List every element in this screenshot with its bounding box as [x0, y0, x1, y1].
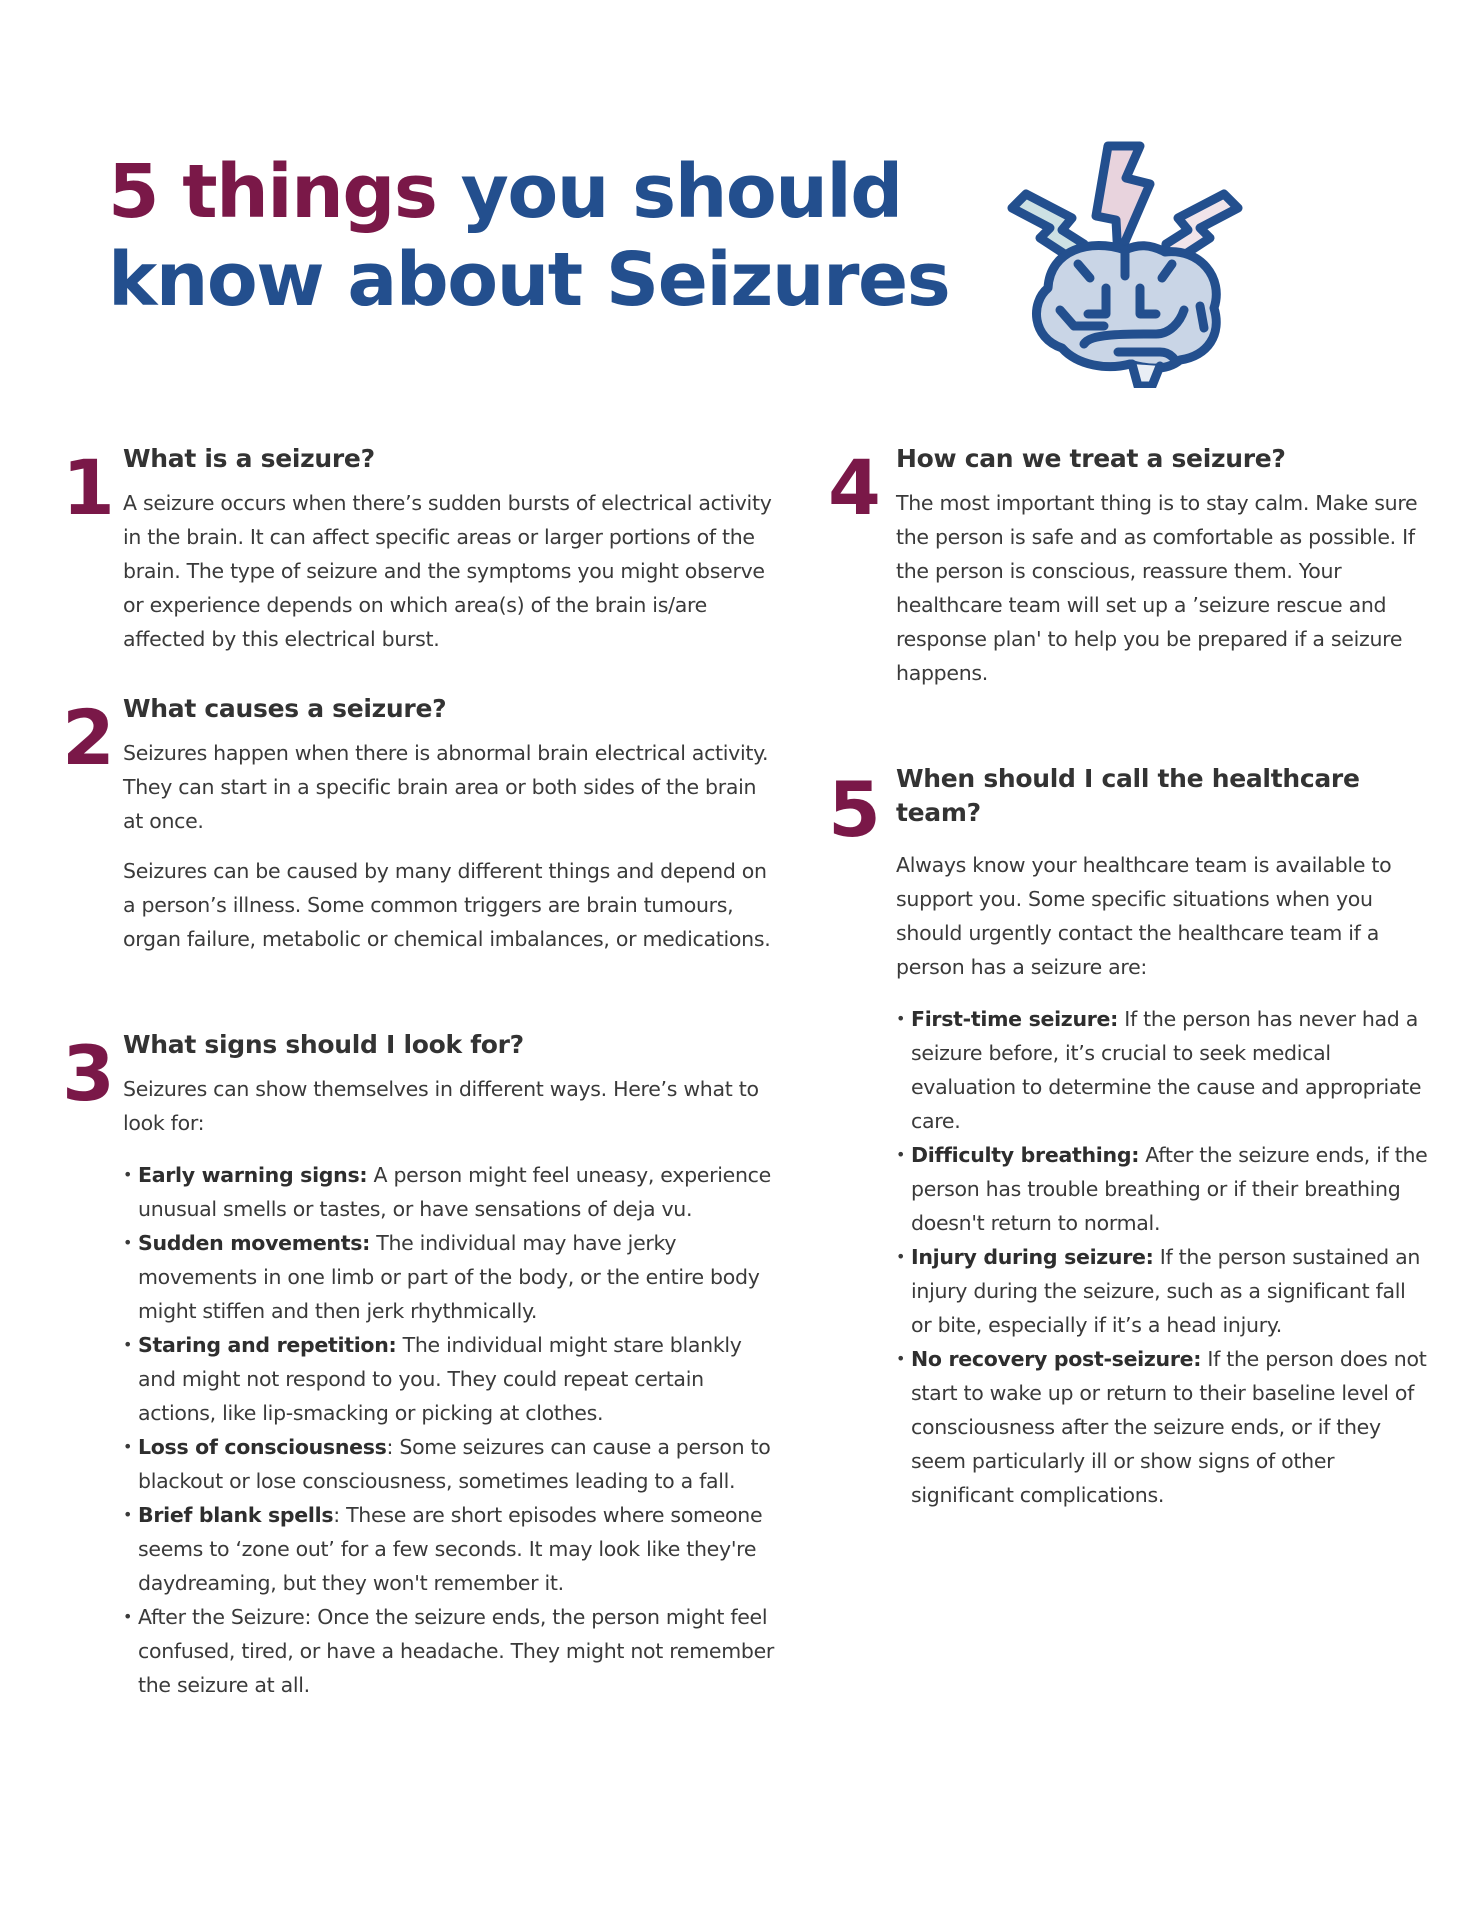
section-heading: What is a seizure? — [123, 444, 375, 473]
list-item — [123, 1600, 782, 1702]
bullet-text: : These are short episodes where someone seems to ‘zone out’ for a few seconds. It may look like they're daydreaming, but they won't remember it. — [138, 1503, 763, 1595]
section-paragraph: The most important thing is to stay calm. Make sure the person is safe and as comfortable as possible. If the person is conscious, reassure them. Your healthcare team will set up a ’seizure rescue and response plan' to help you be prepared if a seizure happens. — [896, 491, 1418, 685]
bullet-text: If the person sustained an injury during the seizure, such as a significant fall or bite, especially if it’s a head injury. — [911, 1245, 1421, 1337]
title-line2: know about Seizures — [108, 237, 950, 323]
section-heading: What signs should I look for? — [123, 1030, 524, 1059]
section-heading: When should I call the healthcare team? — [896, 764, 1360, 827]
section-paragraph: Seizures can show themselves in different ways. Here’s what to look for: — [123, 1077, 759, 1135]
call-situations-list — [896, 1002, 1428, 1512]
bullet-text: A person might feel uneasy, experience unusual smells or tastes, or have sensations of deja vu. — [138, 1163, 771, 1221]
page-title — [108, 148, 949, 324]
section-number: 2 — [62, 693, 113, 782]
bullet-label: Sudden movements: — [138, 1231, 371, 1255]
bullet-text: After the seizure ends, if the person has trouble breathing or if their breathing doesn't return to normal. — [911, 1143, 1428, 1235]
section-number: 5 — [828, 765, 879, 854]
brain-lightning-icon — [1000, 138, 1250, 388]
list-item — [123, 1328, 782, 1430]
list-item — [896, 1342, 1428, 1512]
section-paragraph: Seizures can be caused by many different things and depend on a person’s illness. Some common triggers are brain tumours, organ failure, metabolic or chemical imbalances, or medications. — [123, 859, 771, 951]
list-item — [123, 1158, 782, 1226]
bullet-label: Staring and repetition: — [138, 1333, 397, 1357]
bullet-label: Loss of consciousness — [138, 1435, 387, 1459]
bullet-text: After the Seizure: Once the seizure ends, the person might feel confused, tired, or have a headache. They might not remember the seizure at all. — [138, 1605, 775, 1697]
section-signs-to-look-for — [62, 1028, 782, 1702]
list-item — [123, 1226, 782, 1328]
bullet-text: The individual may have jerky movements in one limb or part of the body, or the entire body might stiffen and then jerk rhythmically. — [138, 1231, 760, 1323]
section-what-causes-seizure — [62, 692, 782, 956]
section-heading: How can we treat a seizure? — [896, 444, 1286, 473]
section-how-to-treat — [828, 442, 1428, 690]
bullet-text: If the person does not start to wake up or return to their baseline level of consciousness after the seizure ends, or if they seem particularly ill or show signs of other significant complications. — [911, 1347, 1427, 1507]
section-paragraph: A seizure occurs when there’s sudden bursts of electrical activity in the brain. It can affect specific areas or larger portions of the brain. The type of seizure and the symptoms you might observe or experience depends on which area(s) of the brain is/are affected by this electrical burst. — [123, 491, 772, 651]
bullet-text: If the person has never had a seizure before, it’s crucial to seek medical evaluation to determine the cause and appropriate care. — [911, 1007, 1422, 1133]
title-accent: 5 things — [108, 149, 437, 235]
bullet-text: The individual might stare blankly and might not respond to you. They could repeat certain actions, like lip-smacking or picking at clothes. — [138, 1333, 742, 1425]
section-what-is-seizure — [62, 442, 782, 656]
bullet-label: First-time seizure: — [911, 1007, 1119, 1031]
bullet-label: Brief blank spells — [138, 1503, 334, 1527]
section-heading: What causes a seizure? — [123, 694, 447, 723]
bullet-label: Injury during seizure: — [911, 1245, 1154, 1269]
section-number: 1 — [62, 443, 113, 532]
signs-list — [123, 1158, 782, 1702]
list-item — [896, 1002, 1428, 1138]
list-item — [123, 1430, 782, 1498]
section-paragraph: Seizures happen when there is abnormal brain electrical activity. They can start in a specific brain area or both sides of the brain at once. — [123, 741, 769, 833]
list-item — [896, 1138, 1428, 1240]
bullet-label: Early warning signs: — [138, 1163, 368, 1187]
bullet-text: : Some seizures can cause a person to blackout or lose consciousness, sometimes leading to a fall. — [138, 1435, 771, 1493]
section-number: 3 — [62, 1029, 113, 1118]
title-line1-rest: you should — [436, 149, 902, 235]
section-when-to-call — [828, 762, 1428, 1512]
bullet-label: Difficulty breathing: — [911, 1143, 1140, 1167]
section-paragraph: Always know your healthcare team is available to support you. Some specific situations when you should urgently contact the healthcare team if a person has a seizure are: — [896, 853, 1392, 979]
list-item — [896, 1240, 1428, 1342]
list-item — [123, 1498, 782, 1600]
bullet-label: No recovery post-seizure: — [911, 1347, 1202, 1371]
section-number: 4 — [828, 443, 879, 532]
